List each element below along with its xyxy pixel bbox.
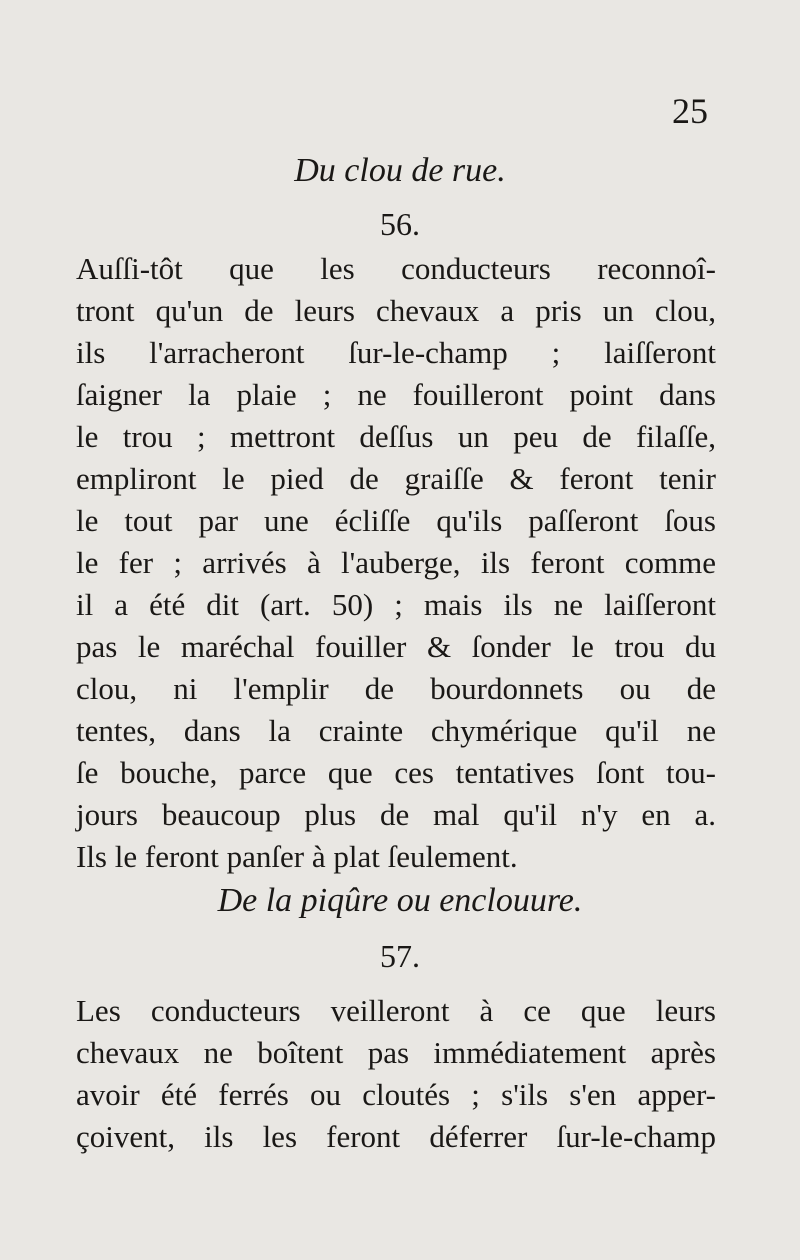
text-line: Auſſi-tôt que les conducteurs reconnoî- (76, 251, 716, 286)
text-line: pas le maréchal fouiller & ſonder le trou du (76, 629, 716, 664)
section-heading-57: De la piqûre ou enclouure. (217, 882, 583, 919)
section-number-56: 56. (380, 206, 420, 242)
text-line: ſaigner la plaie ; ne fouilleront point dans (76, 377, 716, 412)
text-line: le trou ; mettront deſſus un peu de filaſſe, (76, 419, 716, 454)
text-line: chevaux ne boîtent pas immédiatement après (76, 1035, 716, 1070)
page-number: 25 (672, 91, 708, 131)
text-line: ſe bouche, parce que ces tentatives ſont tou- (76, 755, 716, 790)
section-57-body (76, 990, 716, 1158)
section-heading-56: Du clou de rue. (294, 152, 506, 189)
text-line: çoivent, ils les feront déferrer ſur-le-champ (76, 1119, 716, 1154)
text-line: jours beaucoup plus de mal qu'il n'y en a. (76, 797, 716, 832)
text-line: tront qu'un de leurs chevaux a pris un clou, (76, 293, 716, 328)
text-line: ils l'arracheront ſur-le-champ ; laiſſeront (76, 335, 716, 370)
text-line: le tout par une écliſſe qu'ils paſſeront ſous (76, 503, 716, 538)
text-line: empliront le pied de graiſſe & feront tenir (76, 461, 716, 496)
text-line: le fer ; arrivés à l'auberge, ils feront comme (76, 545, 716, 580)
text-line: avoir été ferrés ou cloutés ; s'ils s'en apper- (76, 1077, 716, 1112)
text-line: clou, ni l'emplir de bourdonnets ou de (76, 671, 716, 706)
text-line: il a été dit (art. 50) ; mais ils ne laiſſeront (76, 587, 716, 622)
section-number-57: 57. (380, 938, 420, 974)
text-line: tentes, dans la crainte chymérique qu'il ne (76, 713, 716, 748)
text-line: Ils le feront panſer à plat ſeulement. (76, 839, 518, 874)
text-line: Les conducteurs veilleront à ce que leurs (76, 993, 716, 1028)
section-56-body (76, 248, 716, 878)
